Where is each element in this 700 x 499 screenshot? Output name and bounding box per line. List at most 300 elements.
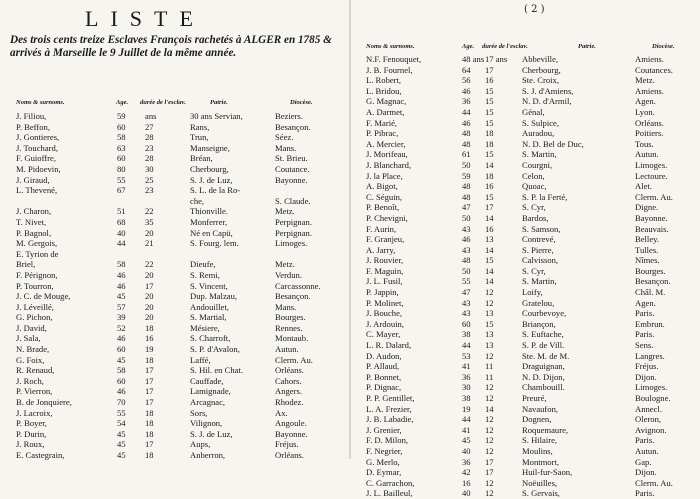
- patrie: Mésiere,: [190, 322, 220, 333]
- left-page: [0, 0, 350, 459]
- diocese: Agen.: [635, 297, 656, 308]
- slave-age: 48: [462, 128, 471, 139]
- list-item: [352, 319, 700, 330]
- diocese: Montaub.: [275, 333, 309, 344]
- captivity-duration: 15: [485, 96, 494, 107]
- diocese: Mans.: [275, 142, 297, 153]
- patrie: Navaufon,: [522, 403, 559, 414]
- patrie: S. Cyr,: [522, 265, 546, 276]
- slave-age: 43: [462, 297, 471, 308]
- slave-name: P. Molinet,: [366, 297, 404, 308]
- captivity-duration: 22: [145, 259, 154, 270]
- captivity-duration: 18: [485, 128, 494, 139]
- list-item: [0, 164, 350, 175]
- diocese: Besançon.: [635, 276, 671, 287]
- slave-name: G. Foix,: [16, 354, 45, 365]
- slave-age: 54: [117, 418, 126, 429]
- diocese: Cahors.: [275, 375, 302, 386]
- list-item: [0, 397, 350, 408]
- slave-name: B. de Jonquiere,: [16, 397, 72, 408]
- slave-age: 55: [462, 276, 471, 287]
- diocese: Embrun.: [635, 318, 665, 329]
- patrie: Auradou,: [522, 128, 555, 139]
- patrie: Thionville.: [190, 206, 228, 217]
- patrie: S. J. d'Amiens,: [522, 85, 574, 96]
- captivity-duration: 15: [485, 85, 494, 96]
- list-item: [352, 86, 700, 97]
- patrie: Courgni,: [522, 159, 553, 170]
- patrie: Loify,: [522, 287, 543, 298]
- list-item: [352, 181, 700, 192]
- patrie: Sors,: [190, 407, 208, 418]
- patrie: Draguignan,: [522, 361, 565, 372]
- patrie: Trun,: [190, 132, 209, 143]
- slave-name: L. Bridou,: [366, 85, 402, 96]
- patrie: Noëuilles,: [522, 477, 558, 488]
- list-item: [0, 281, 350, 292]
- diocese: Paris.: [635, 435, 655, 446]
- diocese: Fréjus.: [275, 439, 299, 450]
- diocese: Langres.: [635, 350, 665, 361]
- patrie: Anberron,: [190, 450, 226, 460]
- captivity-duration: 18: [145, 450, 154, 460]
- header-duration: durée de l'esclav.: [482, 43, 528, 50]
- slave-name: L. A. Frezier,: [366, 403, 412, 414]
- slave-name: J. B. Fournel,: [366, 64, 413, 75]
- diocese: Ax.: [275, 407, 288, 418]
- list-item: [352, 96, 700, 107]
- captivity-duration: ans: [145, 111, 157, 121]
- slave-age: 55: [117, 407, 126, 418]
- captivity-duration: 12: [485, 488, 494, 499]
- captivity-duration: 15: [485, 149, 494, 160]
- captivity-duration: 15: [485, 318, 494, 329]
- slave-age: 30: [462, 382, 471, 393]
- slave-age: 67: [117, 185, 126, 196]
- diocese: Paris.: [635, 488, 655, 499]
- slave-name: T. Nivet,: [16, 216, 47, 227]
- list-item: [352, 308, 700, 319]
- slave-age: 48: [462, 191, 471, 202]
- list-item: [352, 224, 700, 235]
- slave-name: F. Negrier,: [366, 445, 403, 456]
- list-item: [352, 118, 700, 129]
- slave-age: 80: [117, 163, 126, 174]
- list-item: [352, 478, 700, 489]
- header-age: Age.: [116, 99, 129, 106]
- list-item: [0, 111, 350, 122]
- captivity-duration: 16: [485, 75, 494, 86]
- patrie: S. P. la Ferté,: [522, 191, 568, 202]
- diocese: Clerm. Au.: [275, 354, 313, 365]
- slave-name: P. Allaud,: [366, 361, 400, 372]
- list-item: [352, 65, 700, 76]
- list-item: [352, 404, 700, 415]
- slave-name: P. Beffon,: [16, 121, 50, 132]
- list-item: [352, 139, 700, 150]
- captivity-duration: 17: [485, 467, 494, 478]
- page-title: LISTE: [85, 6, 205, 31]
- slave-name: F. Pérignon,: [16, 269, 58, 280]
- slave-age: 47: [462, 202, 471, 213]
- captivity-duration: 18: [145, 418, 154, 429]
- list-item: [352, 351, 700, 362]
- patrie: Ste. Croix,: [522, 75, 560, 86]
- captivity-duration: 12: [485, 445, 494, 456]
- patrie: S. Hil. en Chat.: [190, 365, 243, 376]
- patrie: Bardos,: [522, 212, 549, 223]
- captivity-duration: 25: [145, 174, 154, 185]
- slave-age: 43: [462, 244, 471, 255]
- slave-name: P. P. Gentillet,: [366, 393, 415, 403]
- patrie: S. Pierre,: [522, 244, 554, 255]
- slave-age: 43: [462, 308, 471, 319]
- patrie: S. Hilaire,: [522, 435, 558, 446]
- diocese: Perpignan.: [275, 227, 312, 238]
- slave-name: C. Séguin,: [366, 191, 403, 202]
- slave-age: 53: [462, 350, 471, 361]
- list-item: [352, 467, 700, 478]
- list-item: [0, 312, 350, 323]
- captivity-duration: 18: [145, 322, 154, 333]
- slave-name: F. Marié,: [366, 117, 398, 128]
- list-item: [352, 107, 700, 118]
- slave-age: 38: [462, 329, 471, 340]
- captivity-duration: 14: [485, 276, 494, 287]
- captivity-duration: 12: [485, 424, 494, 435]
- slave-age: 45: [117, 428, 126, 439]
- slave-name: G. Magnac,: [366, 96, 407, 107]
- captivity-duration: 14: [485, 244, 494, 255]
- slave-name: E. Tyrion de: [16, 248, 59, 259]
- captivity-duration: 16: [485, 181, 494, 192]
- list-item: [352, 457, 700, 468]
- slave-name: P. Bonnet,: [366, 371, 402, 382]
- captivity-duration: 16: [145, 333, 154, 344]
- list-item: [352, 298, 700, 309]
- captivity-duration: 14: [485, 159, 494, 170]
- slave-age: 16: [462, 477, 471, 488]
- patrie: Né en Capü,: [190, 227, 233, 238]
- slave-age: 50: [462, 159, 471, 170]
- header-duration: durée de l'esclav.: [140, 99, 186, 106]
- diocese: Angoule.: [275, 418, 307, 429]
- diocese: Autun.: [635, 149, 659, 160]
- slave-age: 45: [117, 439, 126, 450]
- list-item: [352, 329, 700, 340]
- diocese: Beziers.: [275, 111, 303, 121]
- captivity-duration: 17: [485, 202, 494, 213]
- diocese: Orléans.: [275, 450, 304, 460]
- slave-age: 48: [462, 138, 471, 149]
- list-item: [0, 376, 350, 387]
- captivity-duration: 15: [485, 191, 494, 202]
- captivity-duration: 18: [485, 138, 494, 149]
- patrie: Dup. Malzau,: [190, 291, 238, 302]
- diocese: Limoges.: [635, 159, 668, 170]
- slave-age: 60: [462, 318, 471, 329]
- patrie: che,: [190, 195, 205, 206]
- slave-name: G. Merlo,: [366, 456, 400, 467]
- list-item: [0, 323, 350, 334]
- slave-age: 41: [462, 424, 471, 435]
- list-item: [0, 365, 350, 376]
- list-item: [0, 270, 350, 281]
- diocese: Belley.: [635, 234, 660, 245]
- slave-age: 44: [117, 238, 126, 249]
- slave-name: A. Jarry,: [366, 244, 396, 255]
- slave-name: F. Granjeu,: [366, 234, 405, 245]
- captivity-duration: 22: [145, 206, 154, 217]
- patrie: N. D. Bel de Duc,: [522, 138, 584, 149]
- slave-age: 41: [462, 361, 471, 372]
- slave-name: N.F. Fenouquet,: [366, 54, 422, 64]
- list-item: [0, 122, 350, 133]
- captivity-duration: 18: [145, 428, 154, 439]
- diocese: Orléans.: [275, 365, 304, 376]
- slave-age: 58: [117, 132, 126, 143]
- patrie: Arcagnac,: [190, 397, 226, 408]
- slave-name: M. Gergois,: [16, 238, 58, 249]
- list-item: [0, 344, 350, 355]
- captivity-duration: 20: [145, 301, 154, 312]
- list-item: [0, 238, 350, 249]
- patrie: S. J. de Luz,: [190, 428, 233, 439]
- captivity-duration: 11: [485, 361, 494, 372]
- diocese: Autun.: [275, 344, 299, 355]
- slave-name: J. Bouche,: [366, 308, 403, 319]
- diocese: Agen.: [635, 96, 656, 107]
- captivity-duration: 28: [145, 132, 154, 143]
- diocese: Mans.: [275, 301, 297, 312]
- slave-age: 36: [462, 456, 471, 467]
- list-item: [0, 418, 350, 429]
- captivity-duration: 17: [145, 365, 154, 376]
- diocese: Coutances.: [635, 64, 673, 75]
- captivity-duration: 13: [485, 340, 494, 351]
- diocese: Rennes.: [275, 322, 303, 333]
- slave-name: J. L. Fusil,: [366, 276, 403, 287]
- diocese: S. Claude.: [275, 195, 311, 206]
- left-list: [0, 111, 350, 461]
- diocese: Gap.: [635, 456, 652, 467]
- slave-age: 40: [117, 227, 126, 238]
- slave-age: 50: [462, 265, 471, 276]
- patrie: Ste. M. de M.: [522, 350, 570, 361]
- patrie: S. Samson,: [522, 223, 561, 234]
- slave-name: P. Bagnol,: [16, 227, 52, 238]
- patrie: S. Martin,: [522, 276, 557, 287]
- list-item: [352, 149, 700, 160]
- slave-age: 46: [462, 234, 471, 245]
- patrie: S. Charroft,: [190, 333, 231, 344]
- slave-name: L. Robert,: [366, 75, 402, 86]
- diocese: Metz.: [275, 259, 295, 270]
- diocese: Alet.: [635, 181, 652, 192]
- slave-name: J. Lacroix,: [16, 407, 53, 418]
- header-patrie: Patrie.: [578, 43, 596, 50]
- patrie: Dieufe,: [190, 259, 216, 270]
- slave-age: 58: [117, 365, 126, 376]
- slave-age: 48: [462, 255, 471, 266]
- patrie: S. Sulpice,: [522, 117, 560, 128]
- list-item: [352, 75, 700, 86]
- list-item: [0, 206, 350, 217]
- patrie: S. Vincent,: [190, 280, 228, 291]
- slave-name: A. Darmet,: [366, 106, 405, 117]
- diocese: Beauvais.: [635, 223, 669, 234]
- captivity-duration: 12: [485, 382, 494, 393]
- slave-name: J. Sala,: [16, 333, 41, 344]
- list-item: [0, 196, 350, 207]
- captivity-duration: 13: [485, 234, 494, 245]
- diocese: St. Brieu.: [275, 153, 308, 164]
- captivity-duration: 17: [145, 397, 154, 408]
- diocese: Lyon.: [635, 106, 655, 117]
- captivity-duration: 18: [485, 170, 494, 181]
- patrie: Laffé,: [190, 354, 211, 365]
- captivity-duration: 12: [485, 477, 494, 488]
- patrie: S. Gervais,: [522, 488, 560, 499]
- captivity-duration: 14: [485, 212, 494, 223]
- diocese: Metz.: [275, 206, 295, 217]
- list-item: [0, 175, 350, 186]
- diocese: Coutance.: [275, 163, 310, 174]
- captivity-duration: 17: [145, 280, 154, 291]
- diocese: Perpignan.: [275, 216, 312, 227]
- list-item: [0, 228, 350, 239]
- diocese: Annecl.: [635, 403, 662, 414]
- slave-name: J. la Place,: [366, 170, 403, 181]
- diocese: Tulles.: [635, 244, 659, 255]
- captivity-duration: 15: [485, 106, 494, 117]
- slave-name: J. David,: [16, 322, 47, 333]
- list-item: [0, 333, 350, 344]
- slave-name: P. Dignac,: [366, 382, 402, 393]
- list-item: [352, 435, 700, 446]
- captivity-duration: 12: [485, 297, 494, 308]
- diocese: Oleron,: [635, 414, 662, 425]
- slave-name: J. Morifeau,: [366, 149, 408, 160]
- diocese: Bourges.: [275, 312, 306, 323]
- page-subtitle: Des trois cents treize Esclaves François rachetés à ALGER en 1785 & arrivés à Marseille le 9 Juillet de la même année.: [10, 34, 332, 59]
- slave-name: J. B. Labadie,: [366, 414, 414, 425]
- slave-name: F. D. Milon,: [366, 435, 409, 446]
- list-item: [352, 287, 700, 298]
- slave-name: P. Chevigni,: [366, 212, 408, 223]
- slave-age: 46: [117, 269, 126, 280]
- captivity-duration: 18: [145, 354, 154, 365]
- slave-age: 44: [462, 414, 471, 425]
- diocese: Limoges.: [635, 382, 668, 393]
- list-item: [352, 382, 700, 393]
- captivity-duration: 15: [485, 255, 494, 266]
- slave-name: M. Pidoevin,: [16, 163, 61, 174]
- patrie: Montmort,: [522, 456, 560, 467]
- slave-age: 60: [117, 375, 126, 386]
- slave-age: 48: [462, 181, 471, 192]
- patrie: S. Martin,: [522, 149, 557, 160]
- slave-age: 47: [462, 287, 471, 298]
- list-item: [0, 291, 350, 302]
- slave-name: D. Audon,: [366, 350, 402, 361]
- slave-age: 46: [117, 280, 126, 291]
- slave-age: 59: [117, 111, 126, 121]
- diocese: Séez.: [275, 132, 294, 143]
- list-item: [352, 54, 700, 65]
- patrie: Bréan,: [190, 153, 213, 164]
- patrie: Briançon,: [522, 318, 556, 329]
- slave-age: 45: [117, 450, 126, 460]
- patrie: Cherbourg,: [522, 64, 561, 75]
- list-item: [0, 132, 350, 143]
- slave-age: 46: [117, 386, 126, 397]
- captivity-duration: 23: [145, 185, 154, 196]
- slave-age: 68: [117, 216, 126, 227]
- diocese: Bayonne.: [275, 428, 308, 439]
- captivity-duration: 23: [145, 142, 154, 153]
- slave-name: L. R. Dalard,: [366, 340, 412, 351]
- captivity-duration: 21: [145, 238, 154, 249]
- slave-name: L. Thevené,: [16, 185, 58, 196]
- slave-age: 50: [462, 212, 471, 223]
- slave-name: J. Filiou,: [16, 111, 47, 121]
- captivity-duration: 27: [145, 121, 154, 132]
- diocese: Dijon.: [635, 467, 657, 478]
- header-diocese: Diocèse.: [652, 43, 675, 50]
- patrie: S. J. de Luz,: [190, 174, 233, 185]
- patrie: Abbeville,: [522, 54, 559, 64]
- list-item: [0, 355, 350, 366]
- patrie: Dognen,: [522, 414, 552, 425]
- patrie: Cherbourg,: [190, 163, 229, 174]
- patrie: 30 ans Servian,: [190, 111, 243, 121]
- slave-name: J. Roch,: [16, 375, 44, 386]
- patrie: Quoac,: [522, 181, 547, 192]
- slave-name: N. Brade,: [16, 344, 50, 355]
- captivity-duration: 17 ans: [485, 54, 508, 64]
- patrie: S. P. de Vill.: [522, 340, 565, 351]
- slave-age: 44: [462, 106, 471, 117]
- diocese: Clerm. Au.: [635, 477, 673, 488]
- slave-name: D. Eymar,: [366, 467, 402, 478]
- captivity-duration: 20: [145, 291, 154, 302]
- slave-age: 44: [462, 340, 471, 351]
- slave-name: J. L. Bailleul,: [366, 488, 413, 499]
- captivity-duration: 19: [145, 344, 154, 355]
- list-item: [352, 488, 700, 499]
- patrie: Preuré,: [522, 393, 547, 403]
- slave-age: 46: [117, 333, 126, 344]
- captivity-duration: 12: [485, 350, 494, 361]
- list-item: [0, 439, 350, 450]
- slave-age: 63: [117, 142, 126, 153]
- diocese: Boulogne.: [635, 393, 671, 403]
- slave-name: G. Pichon,: [16, 312, 53, 323]
- patrie: Roquemaure,: [522, 424, 569, 435]
- list-item: [0, 249, 350, 260]
- slave-age: 60: [117, 153, 126, 164]
- slave-name: E. Castegrain,: [16, 450, 65, 460]
- patrie: Rans,: [190, 121, 210, 132]
- diocese: Tous.: [635, 138, 654, 149]
- diocese: Lectoure.: [635, 170, 668, 181]
- list-item: [352, 234, 700, 245]
- patrie: S. Cyr,: [522, 202, 546, 213]
- list-item: [0, 217, 350, 228]
- list-item: [352, 266, 700, 277]
- slave-age: 70: [117, 397, 126, 408]
